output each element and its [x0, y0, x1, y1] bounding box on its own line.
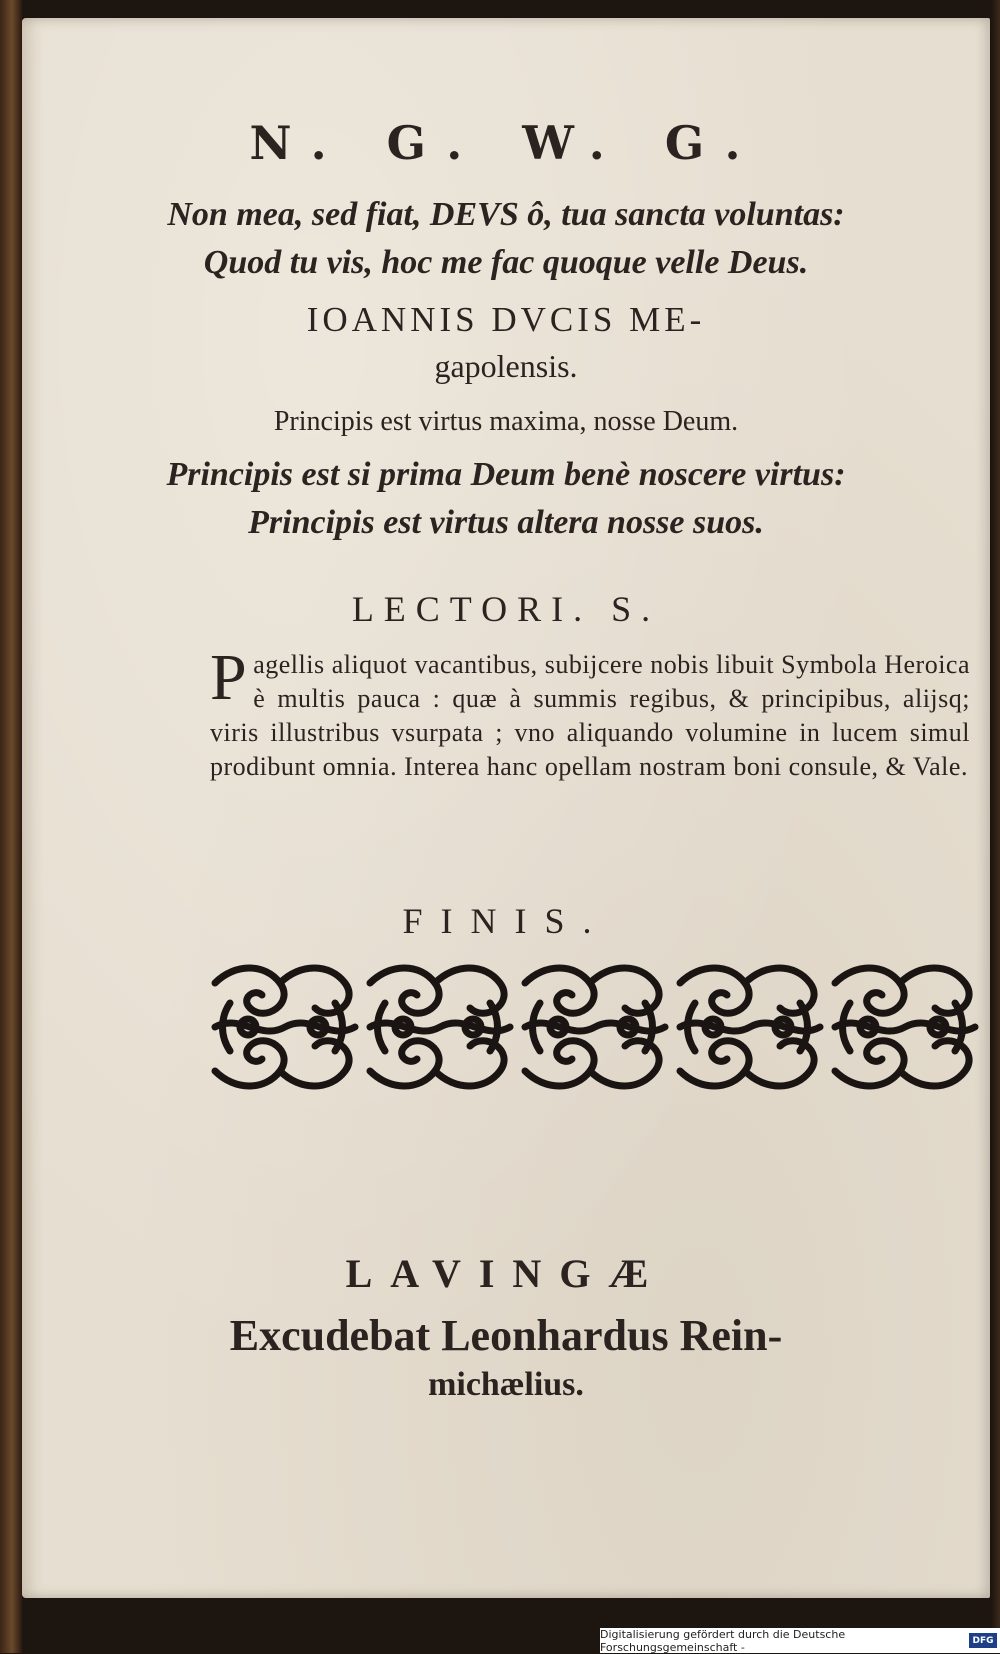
verse-2-line-1: Principis est si prima Deum benè noscere virtus:	[166, 456, 846, 493]
book-edge	[990, 0, 1000, 1653]
dfg-logo: DFG	[969, 1633, 997, 1648]
lectori-paragraph	[210, 641, 970, 784]
ornamental-border	[210, 963, 980, 1091]
imprint-place: LAVINGÆ	[345, 1251, 667, 1296]
author-line-1: IOANNIS DVCIS ME-	[306, 300, 706, 339]
lectori-text: agellis aliquot vacantibus, subijcere nobis libuit Symbola Heroica è multis pauca : quæ à summis regibus, & principibus, alijsq; viris illustribus vsurpata ; vno aliquando volumine in lucem simul prodibunt omnia. Interea hanc opellam nostram boni consule, & Vale.	[210, 650, 970, 781]
maxim: Principis est virtus maxima, nosse Deum.	[273, 406, 739, 437]
drop-cap: P	[210, 641, 248, 714]
verse-2-line-2: Principis est virtus altera nosse suos.	[248, 504, 764, 541]
verse-1-line-2: Quod tu vis, hoc me fac quoque velle Deus.	[203, 244, 809, 281]
header-motto: N. G. W. G.	[249, 116, 763, 170]
imprint-printer-line-1: Excudebat Leonhardus Rein-	[229, 1311, 783, 1360]
book-page	[22, 18, 990, 1598]
credit-text: Digitalisierung gefördert durch die Deutsche Forschungsgemeinschaft -	[600, 1627, 846, 1654]
verse-1-line-1: Non mea, sed fiat, DEVS ô, tua sancta voluntas:	[167, 196, 845, 233]
digitization-credit	[600, 1628, 1000, 1653]
imprint-printer-line-2: michælius.	[428, 1366, 584, 1403]
author-line-2: gapolensis.	[434, 348, 578, 384]
lectori-heading: LECTORI. S.	[351, 589, 661, 629]
finis: FINIS.	[402, 901, 610, 941]
book-spine	[0, 0, 22, 1653]
